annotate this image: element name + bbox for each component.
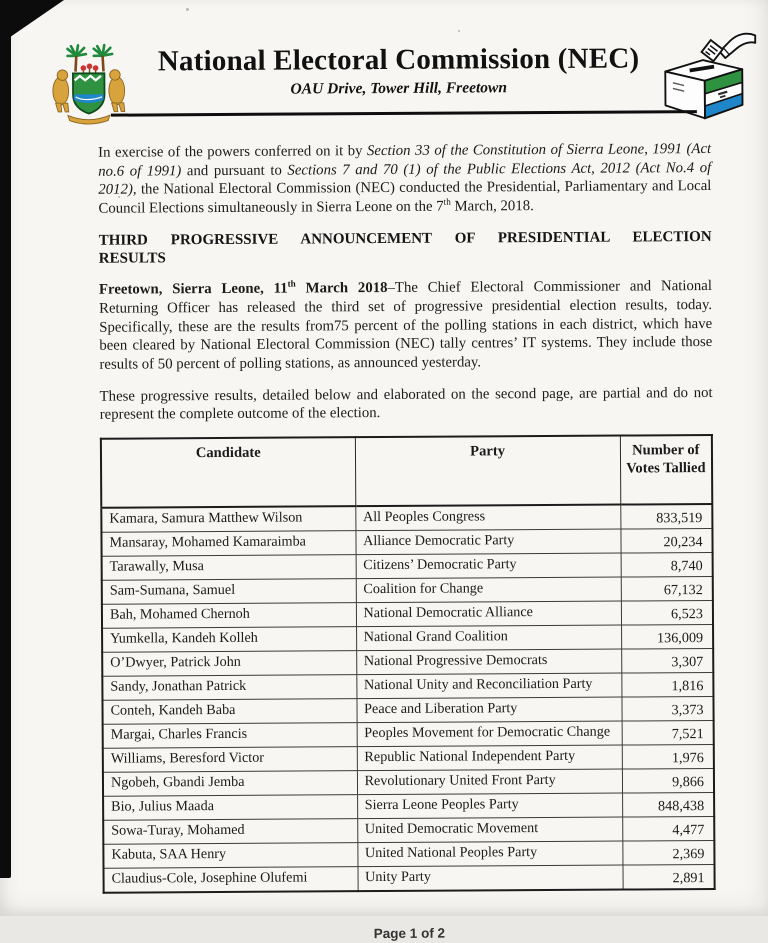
party-cell: Peoples Movement for Democratic Change [357,721,622,747]
p2-dateline2: March 2018 [295,280,388,297]
party-cell: All Peoples Congress [355,504,620,530]
announcement-heading [99,228,712,270]
candidate-cell: Kabuta, SAA Henry [103,842,357,868]
p1-citation-constitution: Section 33 of the Constitution of Sierra Leone, 1991 (Act no.6 of 1991) [98,140,712,180]
table-header-row [101,435,712,508]
party-cell: Citizens’ Democratic Party [356,553,621,579]
votes-cell: 7,521 [622,720,714,745]
party-cell: National Democratic Alliance [356,601,621,627]
party-cell: Republic National Independent Party [357,745,622,771]
candidate-cell: Tarawally, Musa [102,555,356,581]
candidate-cell: Sam-Sumana, Samuel [102,579,356,605]
p1-citation-elections-act: Sections 7 and 70 (1) of the Public Elections Act, 2012 (Act No.4 of 2012), [98,159,712,199]
candidate-cell: O’Dwyer, Patrick John [102,651,356,677]
letterhead [42,34,758,124]
votes-cell: 3,373 [622,696,714,721]
candidate-cell: Conteh, Kandeh Baba [102,699,356,725]
votes-cell: 1,816 [621,672,713,697]
p2-dateline: Freetown, Sierra Leone, 11 [98,280,288,299]
votes-cell: 1,976 [622,744,714,769]
p1-lead: In exercise of the powers conferred on it by [98,143,368,161]
document-body [98,140,716,943]
party-cell: Sierra Leone Peoples Party [357,793,622,819]
party-cell: Alliance Democratic Party [356,529,621,555]
party-cell: Unity Party [358,865,623,891]
col-header-party: Party [355,435,620,506]
p1-mid: and pursuant to [181,162,288,179]
votes-cell: 136,009 [621,624,713,649]
org-title: National Electoral Commission (NEC) [157,42,640,78]
votes-cell: 8,740 [621,552,713,577]
col-header-votes: Number of Votes Tallied [620,435,712,505]
table-row [101,504,712,532]
party-cell: National Unity and Reconciliation Party [356,673,621,699]
paragraph-disclaimer: These progressive results, detailed below and elaborated on the second page, are partial and do not represent the complete outcome of the election. [99,384,713,423]
candidate-cell: Claudius-Cole, Josephine Olufemi [103,866,357,892]
candidate-cell: Margai, Charles Francis [103,722,357,748]
candidate-cell: Bah, Mohamed Chernoh [102,603,356,629]
p2-ordinal-suffix: th [287,278,296,290]
header-divider [111,110,697,117]
ballot-box-icon [653,30,758,123]
candidate-cell: Yumkella, Kandeh Kolleh [102,627,356,653]
candidate-cell: Sowa-Turay, Mohamed [103,818,357,844]
paragraph-release [99,277,713,374]
party-cell: Coalition for Change [356,577,621,603]
table-row [103,864,714,892]
paragraph-legal-basis [98,140,711,218]
votes-cell: 4,477 [622,816,714,841]
votes-cell: 67,132 [621,576,713,601]
party-cell: National Grand Coalition [356,625,621,651]
party-cell: National Progressive Democrats [356,649,621,675]
org-address: OAU Drive, Tower Hill, Freetown [290,79,508,98]
party-cell: Peace and Liberation Party [357,697,622,723]
party-cell: United Democratic Movement [357,817,622,843]
scan-speck [186,8,189,11]
results-table-body [101,504,714,893]
scan-edge-artifact [0,26,11,878]
votes-cell: 833,519 [620,504,712,529]
candidate-cell: Ngobeh, Gbandi Jemba [103,770,357,796]
page-number: Page 1 of 2 [373,925,446,941]
p1-end: March, 2018. [450,198,534,215]
votes-cell: 6,523 [621,600,713,625]
candidate-cell: Mansaray, Mohamed Kamaraimba [101,531,355,557]
votes-cell: 848,438 [622,792,714,817]
votes-cell: 20,234 [621,528,713,553]
candidate-cell: Bio, Julius Maada [103,794,357,820]
p2-body: –The Chief Electoral Commissioner and National Returning Officer has released the third set of progressive presidential election results, today. Specifically, these are the results from75 percent of the polling stations in each district, which have been cleared by National Electoral Commission (NEC) tally centres’ IT systems. They include those results of 50 percent of polling stations, as announced yesterday. [99,278,713,373]
candidate-cell: Sandy, Jonathan Patrick [102,675,356,701]
scan-speck [458,30,460,32]
p1-ordinal-suffix: th [443,196,451,207]
votes-cell: 2,891 [623,864,715,889]
heading-line1: THIRD PROGRESSIVE ANNOUNCEMENT OF PRESIDENTIAL ELECTION [98,228,712,249]
heading-line2: RESULTS [98,250,166,268]
votes-cell: 3,307 [621,648,713,673]
party-cell: United National Peoples Party [357,841,622,867]
votes-cell: 9,866 [622,768,714,793]
col-header-candidate: Candidate [101,437,355,508]
party-cell: Revolutionary United Front Party [357,769,622,795]
scan-speck [118,196,120,198]
header-text-block [134,42,662,99]
results-table [100,434,716,894]
p1-tail: the National Electoral Commission (NEC) conducted the Presidential, Parliamentary and Local Council Elections simultaneously in Sierra Leone on the 7 [98,178,712,217]
votes-cell: 2,369 [622,840,714,865]
candidate-cell: Kamara, Samura Matthew Wilson [101,506,355,532]
candidate-cell: Williams, Beresford Victor [103,746,357,772]
